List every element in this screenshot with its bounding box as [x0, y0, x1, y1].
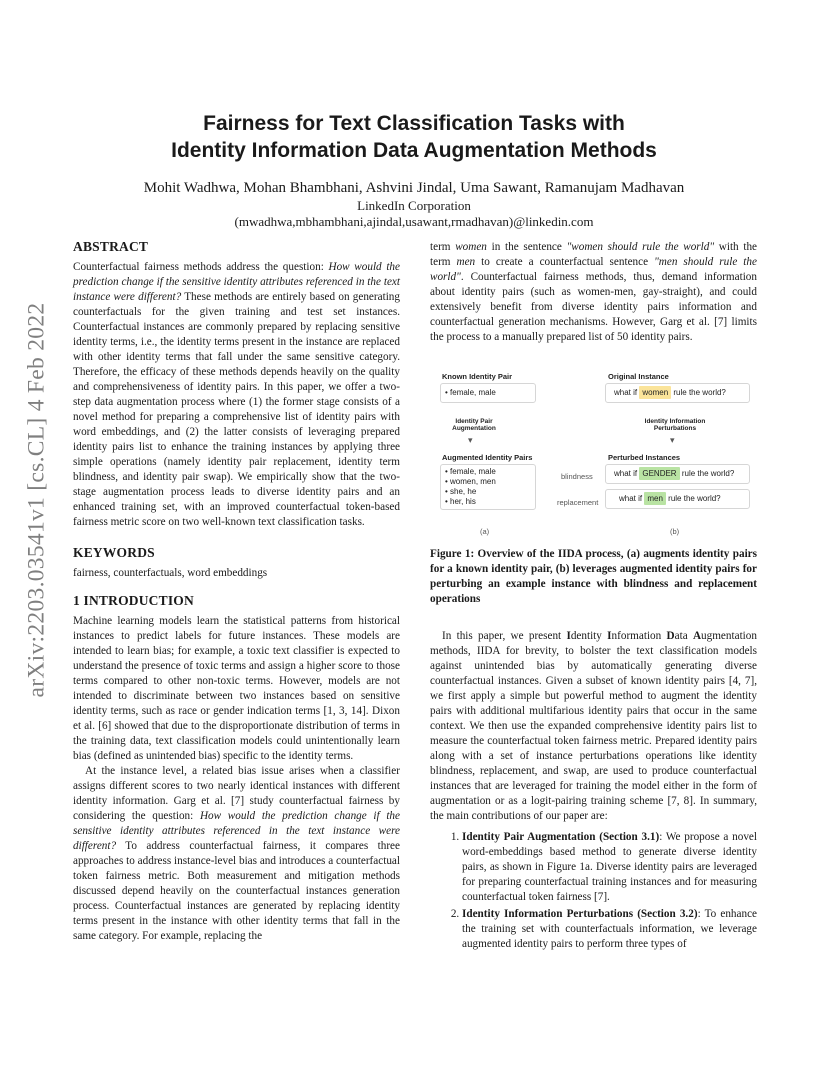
right-continuation-paragraph: term women in the sentence "women should rule the world" with the term men to create a counterfactual sentence "men should rule the world". Counterfactual fairness methods, thus, demand information about identity pairs (such as women-men, gay-straight), and could extensively benefit from diverse identity pairs information and counterfactual generation mechanisms. However, Garg et al. [7] limits the process to a manually prepared list of 50 identity pairs. [430, 241, 758, 343]
introduction-heading: 1 INTRODUCTION [73, 593, 194, 608]
keywords-heading: KEYWORDS [73, 545, 155, 560]
known-pair-box [440, 383, 536, 403]
original-instance-heading: Original Instance [608, 372, 669, 381]
intro-paragraph-2: At the instance level, a related bias issue arises when a classifier assigns different scores to two nearly identical instances with different identity information. Garg et al. [7] study counterfactual fairness by considering the question: How would the prediction change if the sensitive identity attributes referenced in the text instance were different? To address counterfactual fairness, it compares three approaches to address instance-level bias and introduces a counterfactual token fairness metric. Both measurement and mitigation methods discussed depend heavily on the counterfactual instances generation process. Counterfactual instances are generated by replacing identity terms present in the instance with other identity terms that fall in the same category. For example, replacing the [73, 765, 400, 942]
instance-text: rule the world? [668, 494, 721, 503]
title-line-1: Fairness for Text Classification Tasks with [203, 112, 625, 135]
figure-caption: Figure 1: Overview of the IIDA process, (a) augments identity pairs for a known identity pair, (b) leverages augmented identity pairs for perturbing an example instance with blindness and replacement operations [430, 548, 757, 605]
augmented-pair-item: • her, his [445, 497, 476, 506]
paper-title [74, 110, 754, 164]
replacement-instance-box [605, 489, 750, 509]
abstract-text: Counterfactual fairness methods address the question: How would the prediction change if the sensitive identity attributes referenced in the text instance were different? These methods are entirely based on generating counterfactuals for the given training and test set instances. Counterfactual instances are commonly prepared by replacing sensitive identity terms, i.e., the identity terms present in the instance are replaced with other identity terms that fall under the same sensitive category. Therefore, the efficacy of these methods depends heavily on the quality and comprehensiveness of identity pairs. In this paper, we offer a two-step data augmentation process where (1) the former stage consists of a novel method for preparing a comprehensive list of identity pairs with word embeddings, and (2) the latter consists of leveraging prepared identity pairs list to enhance the training instances by applying three simple operations (namely identity pair replacement, identity term blindness, and identity pair swap). We empirically show that the two-stage augmentation process leads to diverse identity pairs and an enhanced training set, with an improved counterfactual token-based fairness metric score on two well-known text classification tasks. [73, 261, 400, 528]
instance-text: rule the world? [681, 469, 735, 478]
perturbation-step-label: Identity Information Perturbations [644, 418, 706, 432]
title-line-2: Identity Information Data Augmentation Methods [171, 139, 657, 162]
augmented-pair-item: • female, male [445, 467, 496, 476]
instance-text: what if [614, 388, 638, 397]
author-emails: (mwadhwa,mbhambhani,ajindal,usawant,rmadhavan)@linkedin.com [234, 214, 594, 229]
figure-1 [430, 361, 757, 536]
replaced-identity-term: men [644, 492, 666, 505]
blindness-instance-box [605, 464, 750, 484]
contribution-item: 2. Identity Information Perturbations (Section 3.2): To enhance the training set with counterfactuals information, we leverage augmented identity pairs to perform three types of [462, 907, 757, 952]
keywords-text: fairness, counterfactuals, word embeddings [73, 567, 268, 579]
contribution-item: 1. Identity Pair Augmentation (Section 3.1): We propose a novel word-embeddings based method to generate diverse identity pairs, as shown in Figure 1a. Diverse identity pairs are leveraged for preparing counterfactual training instances and for measuring counterfactual token fairness [7]. [462, 830, 757, 905]
original-identity-term: women [639, 386, 671, 399]
blinded-identity-term: GENDER [639, 467, 679, 480]
original-instance-box [605, 383, 750, 403]
augmented-pair-item: • women, men [445, 477, 496, 486]
left-column [73, 238, 400, 944]
known-pair-item: • female, male [445, 388, 496, 397]
augmented-pair-item: • she, he [445, 487, 477, 496]
replacement-label: replacement [557, 498, 599, 507]
contributions-list [430, 830, 757, 952]
intro-paragraph-1: Machine learning models learn the statistical patterns from historical instances to predict labels for future instances. These models are intended to learn bias; for example, a toxic text classifier is expected to understand the presence of toxic terms and assign a higher score to those terms compared to other non-toxic terms. However, models are not intended to discriminate between two instances based on sensitive identity terms, such as race or gender indication terms [1, 3, 14]. Dixon et al. [6] showed that due to the disproportionate distribution of terms in the training data, text classification models could unintentionally learn bias (defined as unintended bias) specific to the identity terms. [73, 615, 400, 762]
right-column [430, 240, 757, 954]
down-arrow-icon: ▾ [468, 435, 473, 445]
arxiv-stamp-text: arXiv:2203.03541v1 [cs.CL] 4 Feb 2022 [23, 302, 50, 698]
affiliation: LinkedIn Corporation [357, 198, 471, 213]
down-arrow-icon: ▾ [670, 435, 675, 445]
instance-text: what if [619, 494, 643, 503]
instance-text: rule the world? [673, 388, 726, 397]
known-pair-heading: Known Identity Pair [442, 372, 513, 381]
perturbed-instances-heading: Perturbed Instances [608, 453, 681, 462]
arxiv-stamp [14, 290, 60, 710]
blindness-label: blindness [561, 472, 593, 481]
subfigure-a-label: (a) [480, 527, 490, 536]
augmented-pairs-box [440, 464, 536, 510]
instance-text: what if [614, 469, 638, 478]
subfigure-b-label: (b) [670, 527, 680, 536]
abstract-heading: ABSTRACT [73, 239, 149, 254]
right-paragraph-1: In this paper, we present Identity Information Data Augmentation methods, IIDA for brevity, to bolster the text classification models against unintended bias by automatically generating diverse counterfactual instances. Given a subset of known identity pairs [4, 7], we first apply a simple but powerful method to augment the identity pairs with additional multifarious identity pairs that occur in the same context. We then use the expanded comprehensive identity pairs list to measure the counterfactual token fairness metric. Prepared identity pairs along with a set of instance perturbations operations like identity blindness, replacement, and swap, are used to produce counterfactual instances that are leveraged for training the model either in the form of augmentation or as a logit-pairing training scheme [7, 8]. In summary, the main contributions of our paper are: [430, 630, 757, 822]
augmented-pairs-heading: Augmented Identity Pairs [442, 453, 533, 462]
authors: Mohit Wadhwa, Mohan Bhambhani, Ashvini Jindal, Uma Sawant, Ramanujam Madhavan [143, 180, 685, 196]
augmentation-step-label: Identity Pair Augmentation [452, 418, 496, 432]
